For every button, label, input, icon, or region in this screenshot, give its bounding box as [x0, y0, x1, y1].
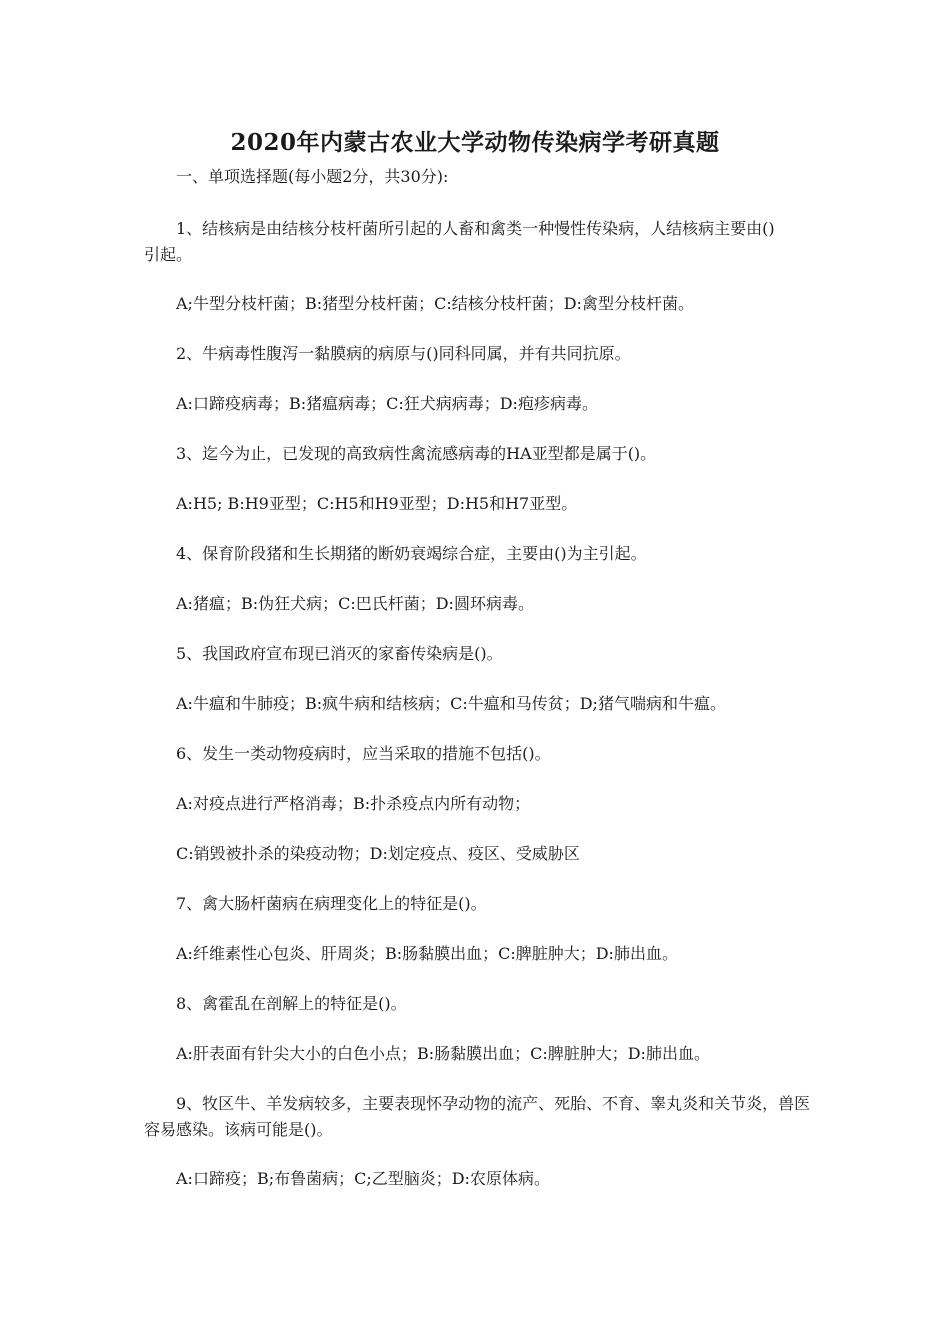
question-4-stem: 4、保育阶段猪和生长期猪的断奶衰竭综合症，主要由()为主引起。 — [176, 544, 647, 563]
section-heading: 一、单项选择题(每小题2分，共30分): — [176, 167, 449, 186]
question-2-stem: 2、牛病毒性腹泻一黏膜病的病原与()同科同属，并有共同抗原。 — [176, 344, 631, 363]
question-8-stem: 8、禽霍乱在剖解上的特征是()。 — [176, 994, 407, 1013]
question-2-options: A:口蹄疫病毒；B:猪瘟病毒；C:狂犬病病毒；D:疱疹病毒。 — [176, 394, 598, 413]
question-7-options: A:纤维素性心包炎、肝周炎；B:肠黏膜出血；C:脾脏肿大；D:肺出血。 — [176, 944, 678, 963]
question-3-stem: 3、迄今为止，已发现的高致病性禽流感病毒的HA亚型都是属于()。 — [176, 444, 657, 463]
question-5-options: A:牛瘟和牛肺疫；B:疯牛病和结核病；C:牛瘟和马传贫；D;猪气喘病和牛瘟。 — [176, 694, 726, 713]
question-1-options: A;牛型分枝杆菌；B:猪型分枝杆菌；C:结核分枝杆菌；D:禽型分枝杆菌。 — [176, 294, 694, 313]
question-6-stem: 6、发生一类动物疫病时，应当采取的措施不包括()。 — [176, 744, 551, 763]
question-1-stem-line-1: 1、结核病是由结核分枝杆菌所引起的人畜和禽类一种慢性传染病，人结核病主要由() — [176, 219, 775, 238]
question-9-stem-line-1: 9、牧区牛、羊发病较多，主要表现怀孕动物的流产、死胎、不育、睾丸炎和关节炎，兽医 — [176, 1094, 811, 1113]
question-7-stem: 7、禽大肠杆菌病在病理变化上的特征是()。 — [176, 894, 487, 913]
question-1-stem-line-2: 引起。 — [144, 245, 193, 264]
question-9-stem-line-2: 容易感染。该病可能是()。 — [144, 1120, 333, 1139]
question-3-options: A:H5; B:H9亚型；C:H5和H9亚型；D:H5和H7亚型。 — [176, 494, 578, 513]
question-9-options: A:口蹄疫；B;布鲁菌病；C;乙型脑炎；D:农原体病。 — [176, 1169, 550, 1188]
question-6-options-line-2: C:销毁被扑杀的染疫动物；D:划定疫点、疫区、受威胁区 — [176, 844, 580, 863]
document-title: 2020年内蒙古农业大学动物传染病学考研真题 — [230, 129, 720, 156]
question-5-stem: 5、我国政府宣布现已消灭的家畜传染病是()。 — [176, 644, 503, 663]
question-8-options: A:肝表面有针尖大小的白色小点；B:肠黏膜出血；C:脾脏肿大；D:肺出血。 — [176, 1044, 710, 1063]
question-4-options: A:猪瘟；B:伪狂犬病；C:巴氏杆菌；D:圆环病毒。 — [176, 594, 534, 613]
question-6-options-line-1: A:对疫点进行严格消毒；B:扑杀疫点内所有动物； — [176, 794, 531, 813]
